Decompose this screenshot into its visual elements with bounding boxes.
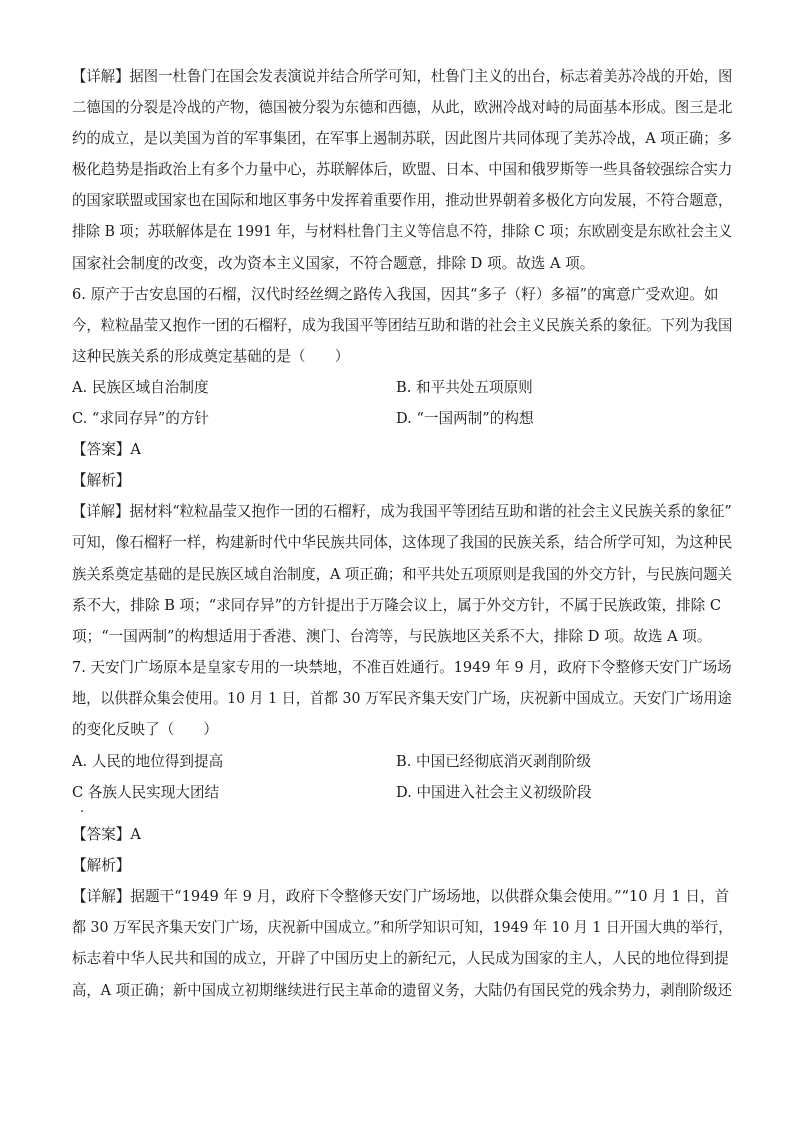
- detail-q5-line: 【详解】据图一杜鲁门在国会发表演说并结合所学可知，杜鲁门主义的出台，标志着美苏冷战的开始，图: [72, 68, 733, 85]
- question-6-option-c: C. “求同存异”的方针: [72, 410, 210, 427]
- question-6-detail: 族关系奠定基础的是民族区域自治制度，A 项正确；和平共处五项原则是我国的外交方针，与民族问题关: [72, 566, 732, 583]
- detail-q5-line: 约的成立，是以美国为首的军事集团，在军事上遏制苏联，因此图片共同体现了美苏冷战，A 项正确；多: [72, 130, 732, 147]
- detail-q5-line: 极化趋势是指政治上有多个力量中心，苏联解体后，欧盟、日本、中国和俄罗斯等一些具备较强综合实力: [72, 161, 733, 178]
- question-7-option-a: A. 人民的地位得到提高: [72, 753, 224, 770]
- question-6-stem: 6. 原产于古安息国的石榴，汉代时经丝绸之路传入我国，因其“多子（籽）多福”的寓意广受欢迎。如: [72, 286, 719, 303]
- question-7-answer: 【答案】A: [72, 826, 141, 843]
- question-7-stem: 的变化反映了（ ）: [72, 721, 218, 738]
- question-7-detail: 都 30 万军民齐集天安门广场，庆祝新中国成立。”和所学知识可知，1949 年 10 月 1 日开国大典的举行，: [72, 919, 733, 936]
- question-7-detail: 【详解】据题干“1949 年 9 月，政府下令整修天安门广场场地，以供群众集会使用。”“10 月 1 日，首: [72, 888, 730, 905]
- question-7-detail: 高，A 项正确；新中国成立初期继续进行民主革命的遗留义务，大陆仍有国民党的残余势力，剥削阶级还: [72, 982, 732, 999]
- detail-q5-line: 排除 B 项；苏联解体是在 1991 年，与材料杜鲁门主义等信息不符，排除 C 项；东欧剧变是东欧社会主义: [72, 223, 733, 240]
- stray-dot: [81, 810, 83, 812]
- question-6-detail: 可知，像石榴籽一样，构建新时代中华民族共同体，这体现了我国的民族关系，结合所学可知，为这种民: [72, 534, 733, 551]
- detail-q5-line: 国家社会制度的改变，改为资本主义国家，不符合题意，排除 D 项。故选 A 项。: [72, 255, 595, 272]
- detail-q5-line: 的国家联盟或国家也在国际和地区事务中发挥着重要作用，推动世界朝着多极化方向发展，不符合题意，: [72, 192, 733, 209]
- question-6-answer: 【答案】A: [72, 441, 141, 458]
- question-7-option-b: B. 中国已经彻底消灭剥削阶级: [396, 753, 592, 770]
- question-6-detail: 项；“一国两制”的构想适用于香港、澳门、台湾等，与民族地区关系不大，排除 D 项。故选 A 项。: [72, 628, 712, 645]
- question-6-analysis-label: 【解析】: [72, 472, 131, 489]
- question-7-analysis-label: 【解析】: [72, 857, 131, 874]
- question-6-option-a: A. 民族区域自治制度: [72, 379, 209, 396]
- detail-q5-line: 二德国的分裂是冷战的产物，德国被分裂为东德和西德，从此，欧洲冷战对峙的局面基本形成。图三是北: [72, 99, 733, 116]
- question-7-detail: 标志着中华人民共和国的成立，开辟了中国历史上的新纪元，人民成为国家的主人，人民的地位得到提: [72, 950, 729, 967]
- question-7-option-d: D. 中国进入社会主义初级阶段: [396, 784, 592, 801]
- question-7-stem: 地，以供群众集会使用。10 月 1 日，首都 30 万军民齐集天安门广场，庆祝新中国成立。天安门广场用途: [72, 690, 732, 707]
- question-6-stem: 今，粒粒晶莹又抱作一团的石榴籽，成为我国平等团结互助和谐的社会主义民族关系的象征。下列为我国: [72, 317, 733, 334]
- question-6-option-b: B. 和平共处五项原则: [396, 379, 533, 396]
- question-6-detail: 系不大，排除 B 项；“求同存异”的方针提出于万隆会议上，属于外交方针，不属于民族政策，排除 C: [72, 597, 722, 614]
- question-6-detail: 【详解】据材料“粒粒晶莹又抱作一团的石榴籽，成为我国平等团结互助和谐的社会主义民族关系的象征”: [72, 503, 732, 520]
- question-7-stem: 7. 天安门广场原本是皇家专用的一块禁地，不准百姓通行。1949 年 9 月，政府下令整修天安门广场场: [72, 659, 732, 676]
- question-7-option-c: C 各族人民实现大团结: [72, 784, 220, 801]
- question-6-stem: 这种民族关系的形成奠定基础的是（ ）: [72, 348, 350, 365]
- question-6-option-d: D. “一国两制”的构想: [396, 410, 534, 427]
